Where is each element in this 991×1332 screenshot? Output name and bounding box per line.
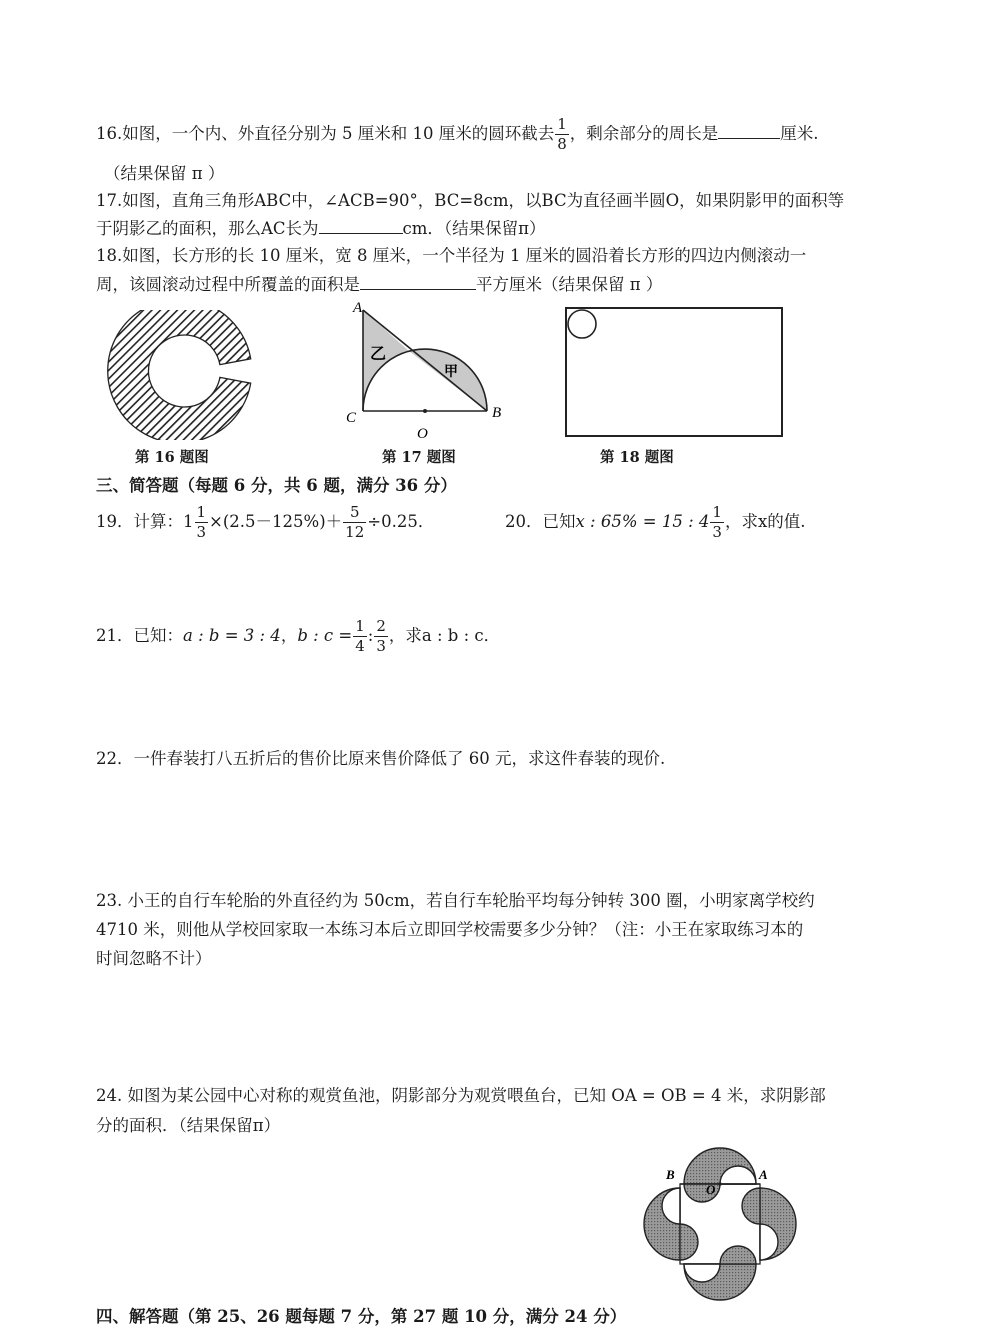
q23-line1: 23. 小王的自行车轮胎的外直径约为 50cm，若自行车轮胎平均每分钟转 300 圈，小明家离学校约 xyxy=(96,891,815,910)
q19-mid: ×(2.5－125%)＋ xyxy=(209,512,343,531)
q17-answer-blank[interactable] xyxy=(319,233,403,234)
figure-17-caption: 第 17 题图 xyxy=(382,449,456,466)
q16-text-b: ，剩余部分的周长是 xyxy=(569,124,719,143)
q17-text-a: 于阴影乙的面积，那么AC长为 xyxy=(96,219,319,238)
q16-fraction: $\frac{1}{8}$ xyxy=(557,115,567,153)
q21-expr1: a : b = 3 : 4 xyxy=(183,626,281,645)
q19-label: 19．计算： xyxy=(96,512,183,531)
q16-line1 xyxy=(96,117,819,152)
q21-frac1: $\frac{1}{4}$ xyxy=(355,617,365,655)
label-C: C xyxy=(346,410,357,426)
label-A: A xyxy=(353,300,363,316)
q17-line1: 17.如图，直角三角形ABC中，∠ACB=90°，BC=8cm，以BC为直径画半圆O，如果阴影甲的面积等 xyxy=(96,191,845,210)
figure-16-caption: 第 16 题图 xyxy=(135,449,209,466)
figure-16-annulus xyxy=(100,310,260,440)
rolling-circle xyxy=(568,310,596,338)
q17-line2 xyxy=(96,215,546,239)
q18-line1: 18.如图，长方形的长 10 厘米，宽 8 厘米，一个半径为 1 厘米的圆沿着长方形的四边内侧滚动一 xyxy=(96,246,807,265)
q16-answer-blank[interactable] xyxy=(718,138,780,139)
label-jia: 甲 xyxy=(444,365,458,380)
q21-expr2: b : c = xyxy=(297,626,353,645)
q21-frac2: $\frac{2}{3}$ xyxy=(376,617,386,655)
q18-answer-blank[interactable] xyxy=(360,289,476,290)
q21-colon: : xyxy=(367,626,374,645)
q18-line2 xyxy=(96,271,662,295)
q21-label: 21．已知： xyxy=(96,626,183,645)
label-B: B xyxy=(666,1167,675,1182)
label-A: A xyxy=(759,1167,768,1182)
q19-whole: 1 xyxy=(183,512,194,531)
q16-line2: （结果保留 π ） xyxy=(104,164,225,183)
q24-line2: 分的面积．（结果保留π） xyxy=(96,1116,281,1135)
q18-text-b: 平方厘米（结果保留 π ） xyxy=(476,275,663,294)
q20-tail: ，求x的值. xyxy=(724,512,806,531)
label-B: B xyxy=(492,405,502,421)
q21-tail: ，求a : b : c． xyxy=(388,626,501,645)
q20-frac: $\frac{1}{3}$ xyxy=(712,503,722,541)
q23-line2: 4710 米，则他从学校回家取一本练习本后立即回学校需要多少分钟？（注：小王在家取练习本的 xyxy=(96,920,804,939)
q22: 22．一件春装打八五折后的售价比原来售价降低了 60 元，求这件春装的现价. xyxy=(96,749,666,768)
q19 xyxy=(96,505,434,540)
q24-line1: 24. 如图为某公园中心对称的观赏鱼池，阴影部分为观赏喂鱼台，已知 OA = OB = 4 米，求阴影部 xyxy=(96,1086,826,1105)
q19-tail: ÷0.25． xyxy=(367,512,435,531)
label-O: O xyxy=(706,1182,716,1197)
q21-sep: ， xyxy=(280,626,298,645)
q17-text-b: cm．（结果保留π） xyxy=(402,219,546,238)
q19-frac1: $\frac{1}{3}$ xyxy=(196,503,207,541)
label-O: O xyxy=(417,426,428,441)
q16-text-a: 16.如图，一个内、外直径分别为 5 厘米和 10 厘米的圆环截去 xyxy=(96,124,555,143)
q20-label: 20．已知 xyxy=(505,512,576,531)
label-yi: 乙 xyxy=(370,346,387,363)
figure-24-fish-pond xyxy=(628,1144,812,1304)
q19-frac2: $\frac{5}{12}$ xyxy=(345,503,365,541)
q16-text-c: 厘米. xyxy=(780,124,819,143)
annulus-shaded-region xyxy=(108,310,251,440)
q20-expr: x : 65% = 15 : 4 xyxy=(575,512,710,531)
figure-18-rectangle xyxy=(562,305,788,440)
q21 xyxy=(96,619,500,654)
figure-18-caption: 第 18 题图 xyxy=(600,449,674,466)
section-4-heading: 四、解答题（第 25、26 题每题 7 分，第 27 题 10 分，满分 24 分） xyxy=(96,1307,627,1326)
q23-line3: 时间忽略不计） xyxy=(96,949,212,968)
section-3-heading: 三、简答题（每题 6 分，共 6 题，满分 36 分） xyxy=(96,476,457,495)
q20 xyxy=(505,505,806,540)
figure-17-triangle xyxy=(340,296,510,441)
q18-text-a: 周，该圆滚动过程中所覆盖的面积是 xyxy=(96,275,360,294)
